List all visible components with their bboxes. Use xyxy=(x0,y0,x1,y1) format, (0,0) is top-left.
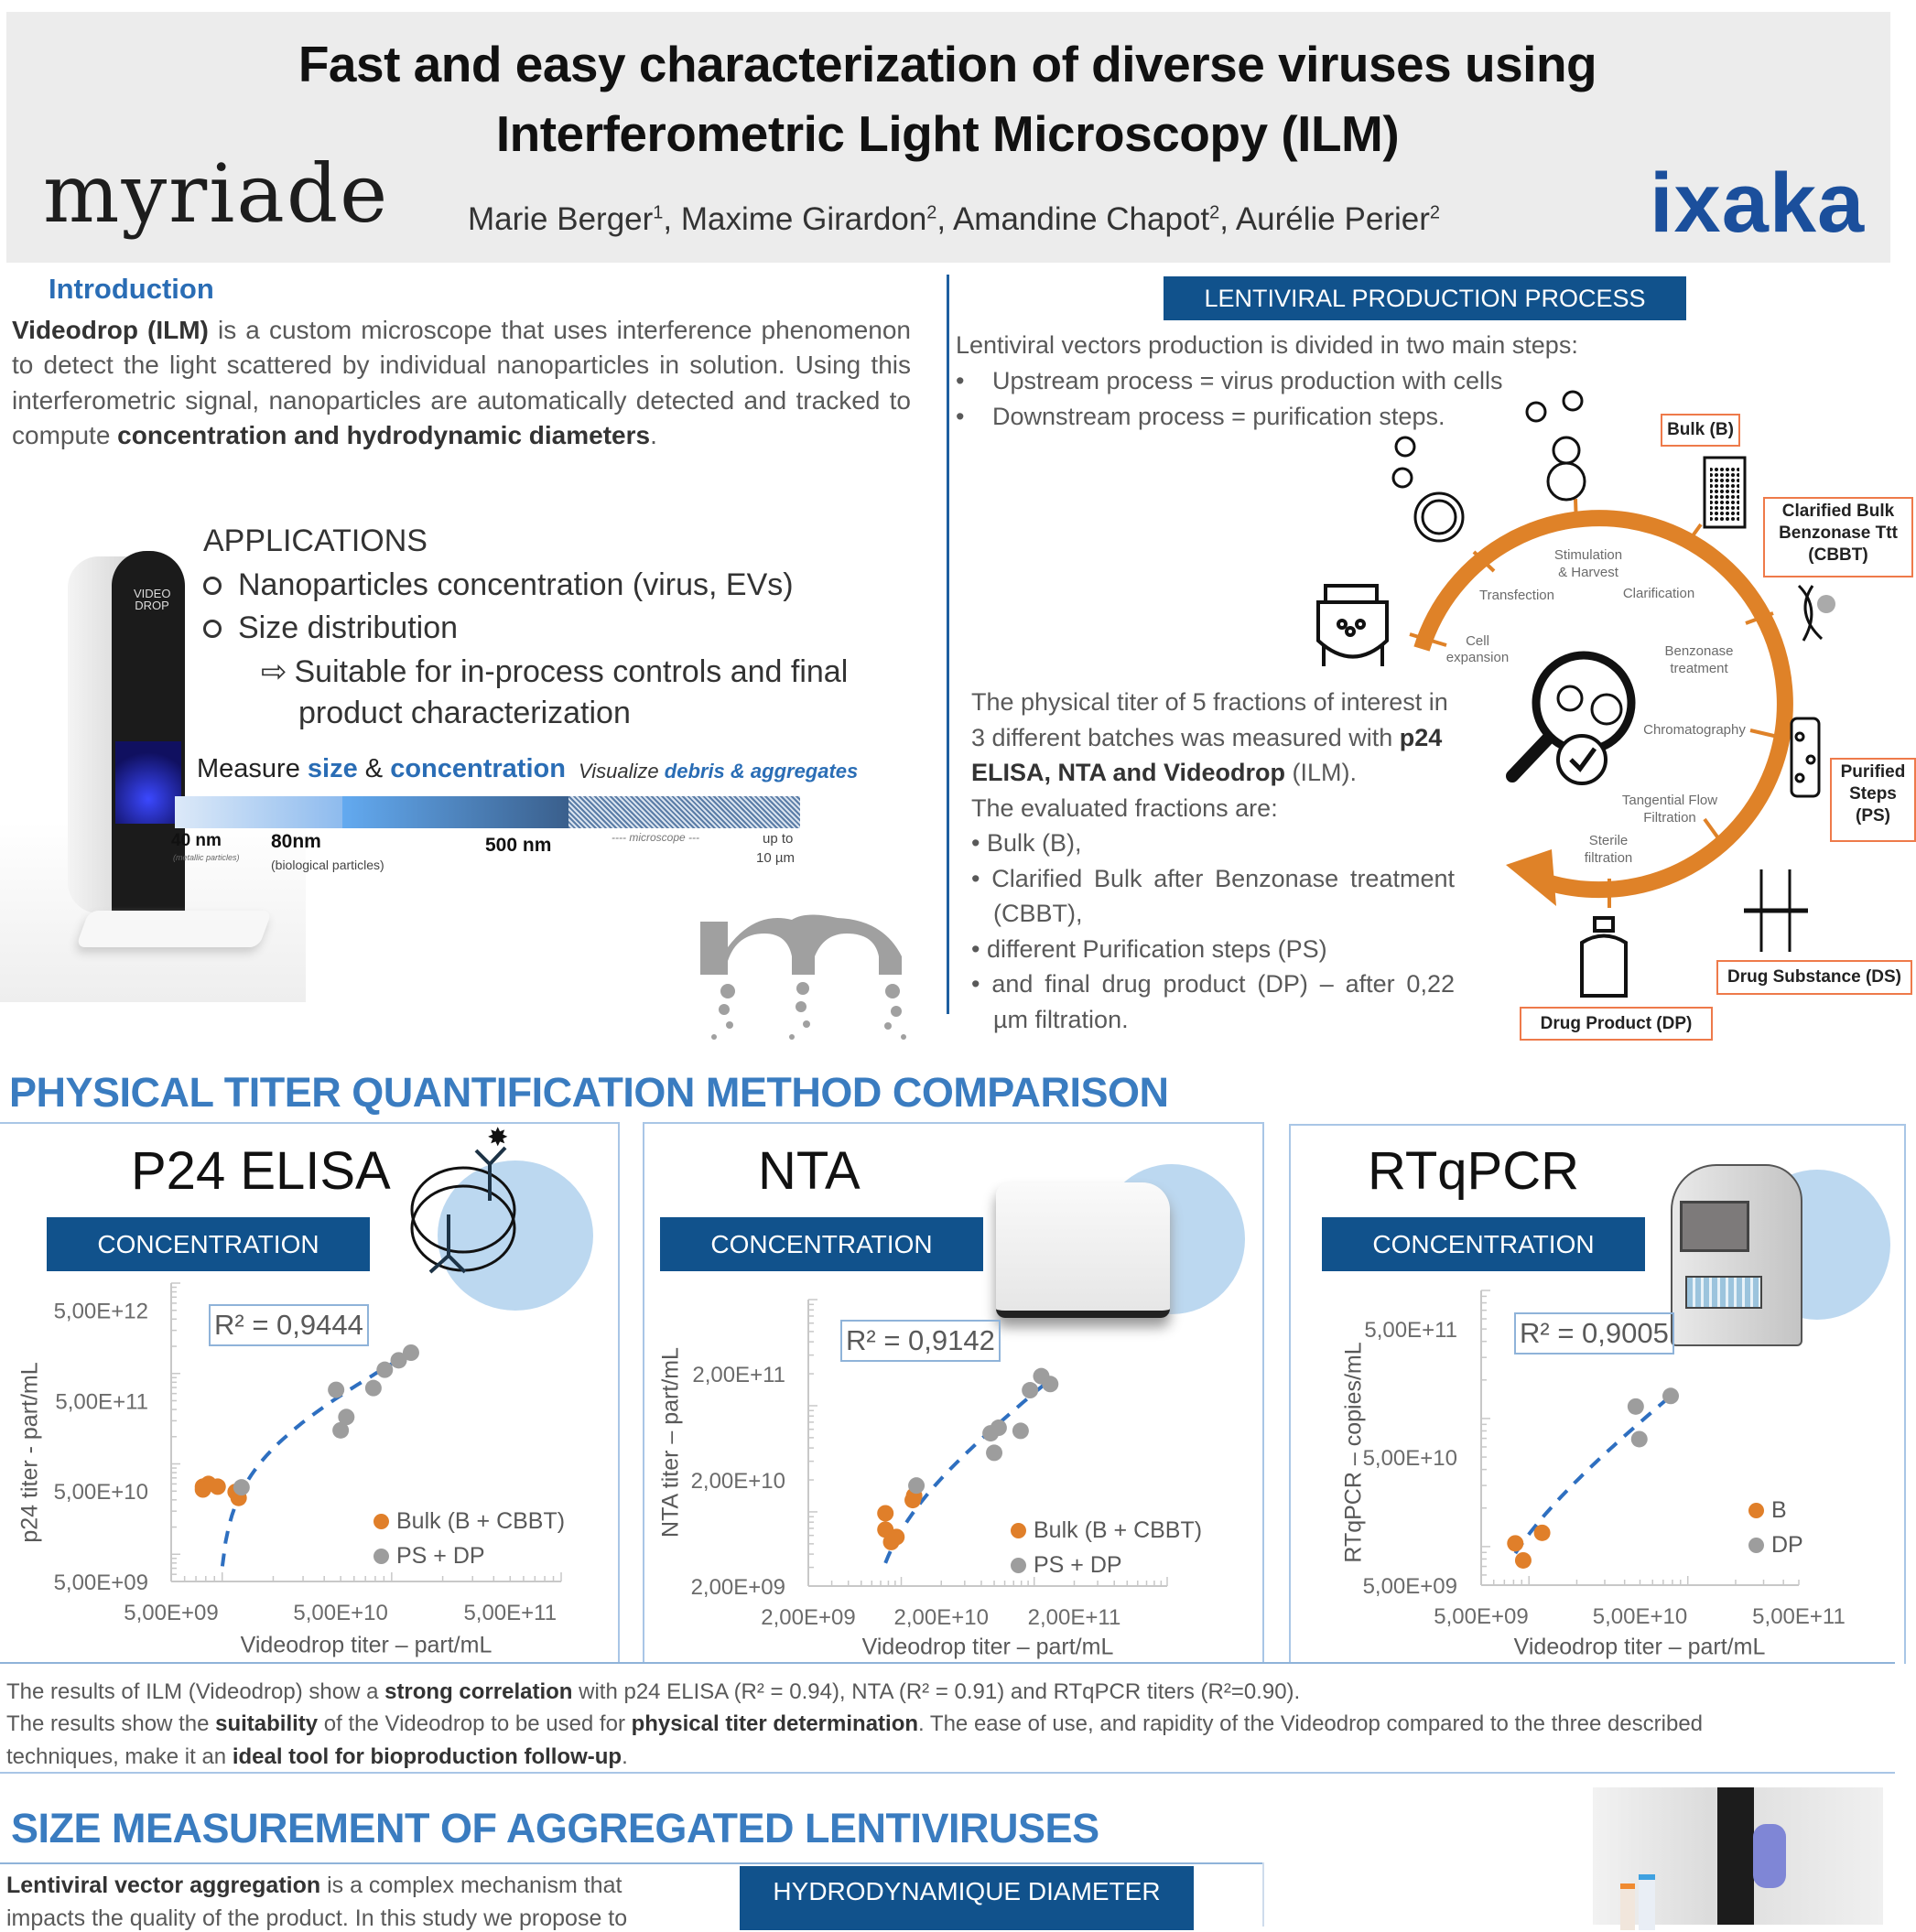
rtqpcr-x-tick-label: 5,00E+10 xyxy=(1592,1604,1688,1629)
rtqpcr-legend-b: B xyxy=(1748,1497,1787,1524)
comparison-section-title: PHYSICAL TITER QUANTIFICATION METHOD COMPARISON xyxy=(9,1069,1169,1116)
section-divider xyxy=(0,1862,1262,1864)
step-tff: Filtration xyxy=(1643,810,1696,826)
nta-x-tick-label: 2,00E+09 xyxy=(761,1605,856,1630)
size-scale-bar-small xyxy=(175,796,342,828)
size-scale-bar-aggregates xyxy=(568,796,800,828)
step-cell-expansion: Cell xyxy=(1466,633,1489,649)
nta-legend-bulk: Bulk (B + CBBT) xyxy=(1011,1517,1202,1544)
rtqpcr-concentration-badge: CONCENTRATION xyxy=(1322,1217,1645,1271)
rtqpcr-y-tick-label: 5,00E+11 xyxy=(1364,1318,1457,1344)
elisa-r2-box: R² = 0,9444 xyxy=(209,1304,369,1346)
myriade-m-mark xyxy=(700,911,915,1043)
elisa-x-tick-label: 5,00E+10 xyxy=(293,1601,388,1625)
rtqpcr-y-tick-label: 5,00E+10 xyxy=(1362,1446,1457,1472)
scale-label-500nm: 500 nm xyxy=(485,835,552,856)
flask-icon xyxy=(1527,392,1585,500)
nta-r2-box: R² = 0,9142 xyxy=(840,1320,1001,1362)
step-benzonase: Benzonase xyxy=(1664,643,1734,659)
elisa-plate-antibody-icon xyxy=(403,1123,531,1283)
myriade-logo: myriade xyxy=(43,146,390,241)
application-item: Size distribution xyxy=(203,610,458,646)
elisa-x-axis-label: Videodrop titer – part/mL xyxy=(240,1632,493,1658)
author: Maxime Girardon$^2$, xyxy=(680,201,953,237)
bioreactor-icon xyxy=(1318,586,1387,666)
conclusion-line: The results show the suitability of the Videodrop to be used for physical titer determination. The ease of use, and rapidity of the Videodrop compared to the three described xyxy=(6,1711,1704,1736)
application-item: Nanoparticles concentration (virus, EVs) xyxy=(203,567,794,603)
step-tff: Tangential Flow xyxy=(1621,793,1718,808)
rtqpcr-x-tick-label: 5,00E+09 xyxy=(1434,1604,1529,1629)
magnifier-check-icon xyxy=(1512,655,1631,783)
nta-legend-ps-dp: PS + DP xyxy=(1011,1552,1122,1579)
fraction-item: • and final drug product (DP) – after 0,22 µm filtration. xyxy=(971,970,1455,1033)
filtration-membrane-icon xyxy=(1744,869,1808,952)
size-paragraph: Lentiviral vector aggregation is a complex mechanism that xyxy=(6,1873,622,1898)
nta-x-tick-label: 2,00E+11 xyxy=(1027,1605,1121,1630)
rtqpcr-instrument-image xyxy=(1671,1164,1802,1346)
box-cbbt: Clarified Bulk Benzonase Ttt (CBBT) xyxy=(1763,497,1913,577)
nta-y-axis-label: NTA titer – part/mL xyxy=(657,1347,684,1538)
depth-filter-icon xyxy=(1705,458,1745,527)
author: Amandine Chapot$^2$, xyxy=(952,201,1236,237)
scale-label-upto: up to xyxy=(763,831,794,847)
scale-sublabel-metallic: (metallic particles) xyxy=(173,853,240,862)
box-drug-product: Drug Product (DP) xyxy=(1520,1007,1713,1041)
cycle-step-ticks xyxy=(1410,499,1778,908)
elisa-legend-ps-dp: PS + DP xyxy=(373,1543,485,1570)
drug-bottle-icon xyxy=(1582,918,1626,996)
process-bullet: • Downstream process = purification steps. xyxy=(956,403,1445,430)
scale-label-40nm: 40 nm xyxy=(171,831,222,850)
scale-sublabel-biological: (biological particles) xyxy=(271,858,384,872)
box-purified-steps: Purified Steps (PS) xyxy=(1830,758,1916,842)
intro-heading: Introduction xyxy=(49,273,214,305)
box-drug-substance: Drug Substance (DS) xyxy=(1716,960,1912,995)
step-clarification: Clarification xyxy=(1622,586,1695,601)
step-transfection: Transfection xyxy=(1479,588,1554,603)
process-intro: Lentiviral vectors production is divided in two main steps: xyxy=(956,331,1578,359)
elisa-y-tick-label: 5,00E+10 xyxy=(53,1480,148,1506)
elisa-title: P24 ELISA xyxy=(131,1141,391,1201)
rtqpcr-title: RTqPCR xyxy=(1368,1141,1579,1201)
chromatography-column-icon xyxy=(1792,718,1819,796)
cycle-arrowhead-icon xyxy=(1506,849,1556,906)
hydrodynamic-diameter-badge: HYDRODYNAMIQUE DIAMETER xyxy=(740,1866,1194,1930)
size-section-title: SIZE MEASUREMENT OF AGGREGATED LENTIVIRUSES xyxy=(11,1805,1099,1851)
circle-bullet-icon xyxy=(203,620,222,638)
nta-y-tick-label: 2,00E+11 xyxy=(692,1363,785,1388)
visualize-caption: Visualize debris & aggregates xyxy=(579,760,859,783)
arrow-right-icon: ⇨ xyxy=(261,654,287,689)
applications-heading: APPLICATIONS xyxy=(203,523,428,558)
author: Marie Berger$^1$, xyxy=(468,201,681,237)
section-divider xyxy=(0,1662,1895,1664)
poster-title-line2: Interferometric Light Microscopy (ILM) xyxy=(495,105,1400,162)
circle-bullet-icon xyxy=(203,577,222,595)
nta-x-tick-label: 2,00E+10 xyxy=(893,1605,989,1630)
application-subitem: ⇨ Suitable for in-process controls and final xyxy=(261,654,849,689)
process-bullet: • Upstream process = virus production with cells xyxy=(956,367,1503,394)
device-label: VIDEO DROP xyxy=(134,587,171,612)
panel-border xyxy=(1262,1862,1264,1927)
elisa-y-tick-label: 5,00E+12 xyxy=(53,1299,148,1324)
measure-caption: Measure size & concentration xyxy=(197,754,566,783)
section-divider xyxy=(0,1772,1895,1774)
author: Aurélie Perier$^2$ xyxy=(1235,201,1440,237)
step-stimulation: Stimulation xyxy=(1553,547,1623,563)
rtqpcr-x-axis-label: Videodrop titer – part/mL xyxy=(1513,1634,1766,1660)
size-paragraph: impacts the quality of the product. In this study we propose to xyxy=(6,1905,628,1931)
process-cycle-arc xyxy=(1422,518,1785,890)
step-cell-expansion: expansion xyxy=(1445,650,1510,665)
ixaka-logo: ixaka xyxy=(1650,157,1866,250)
lab-photo xyxy=(1593,1787,1883,1925)
step-stimulation: & Harvest xyxy=(1558,565,1618,580)
elisa-x-tick-label: 5,00E+09 xyxy=(124,1601,219,1625)
elisa-y-tick-label: 5,00E+09 xyxy=(53,1570,148,1595)
rtqpcr-y-tick-label: 5,00E+09 xyxy=(1362,1574,1457,1599)
scale-label-80nm: 80nm xyxy=(271,831,321,852)
rtqpcr-x-tick-label: 5,00E+11 xyxy=(1752,1604,1846,1629)
step-benzonase: treatment xyxy=(1670,661,1728,676)
step-chromatography: Chromatography xyxy=(1643,722,1746,738)
scale-label-microscope: ---- microscope --- xyxy=(612,831,699,844)
application-subitem-cont: product characterization xyxy=(298,696,631,730)
size-scale-bar-medium xyxy=(342,796,568,828)
nta-x-axis-label: Videodrop titer – part/mL xyxy=(861,1634,1114,1660)
svg-text:✸: ✸ xyxy=(487,1123,509,1151)
dna-icon xyxy=(1799,586,1835,641)
elisa-x-tick-label: 5,00E+11 xyxy=(463,1601,557,1625)
nta-instrument-image xyxy=(996,1182,1170,1318)
box-bulk: Bulk (B) xyxy=(1661,414,1740,447)
rtqpcr-r2-box: R² = 0,9005 xyxy=(1514,1312,1674,1355)
conclusion-line: techniques, make it an ideal tool for bioproduction follow-up. xyxy=(6,1744,628,1769)
nta-concentration-badge: CONCENTRATION xyxy=(660,1217,983,1271)
column-divider xyxy=(947,275,949,1014)
intro-paragraph: Videodrop (ILM) is a custom microscope that uses interference phenomenon to detect the light scattered by individual nanoparticles in solution. Using this interferometric signal, nanoparticles are automatically detected and tracked to compute concentration and hydrodynamic diameters. xyxy=(12,316,911,449)
elisa-concentration-badge: CONCENTRATION xyxy=(47,1217,370,1271)
titer-paragraph: The physical titer of 5 fractions of interest in 3 different batches was measured with p24 ELISA, NTA and Videodrop (ILM). The evaluated fractions are: • Bulk (B), • Clarified Bulk after Benzonase treatment (CBBT), • different Purification steps (PS) • and final drug product (DP) – after 0,22 µm filtration. xyxy=(971,685,1455,1037)
step-sterile-filtration: filtration xyxy=(1584,850,1633,866)
rtqpcr-y-axis-label: RTqPCR – copies/mL xyxy=(1340,1342,1367,1563)
step-sterile-filtration: Sterile xyxy=(1588,833,1629,848)
author-list xyxy=(468,201,1440,238)
fraction-item: • different Purification steps (PS) xyxy=(971,934,1327,963)
elisa-y-tick-label: 5,00E+11 xyxy=(55,1389,148,1415)
elisa-legend-bulk: Bulk (B + CBBT) xyxy=(373,1508,565,1535)
poster-title-line1: Fast and easy characterization of diverse viruses using xyxy=(298,36,1597,92)
nta-title: NTA xyxy=(758,1141,861,1201)
cell-dish-icon xyxy=(1393,437,1463,541)
nta-y-tick-label: 2,00E+09 xyxy=(690,1575,785,1600)
elisa-y-axis-label: p24 titer - part/mL xyxy=(16,1362,43,1543)
scale-label-10um: 10 µm xyxy=(756,850,795,866)
conclusion-line: The results of ILM (Videodrop) show a strong correlation with p24 ELISA (R² = 0.94), NTA (R² = 0.91) and RTqPCR titers (R²=0.90). xyxy=(6,1679,1301,1704)
nta-y-tick-label: 2,00E+10 xyxy=(690,1469,785,1495)
fraction-item: • Bulk (B), xyxy=(971,829,1082,857)
rtqpcr-legend-dp: DP xyxy=(1748,1532,1803,1559)
process-heading: LENTIVIRAL PRODUCTION PROCESS xyxy=(1164,276,1686,320)
fraction-item: • Clarified Bulk after Benzonase treatment (CBBT), xyxy=(971,864,1455,927)
